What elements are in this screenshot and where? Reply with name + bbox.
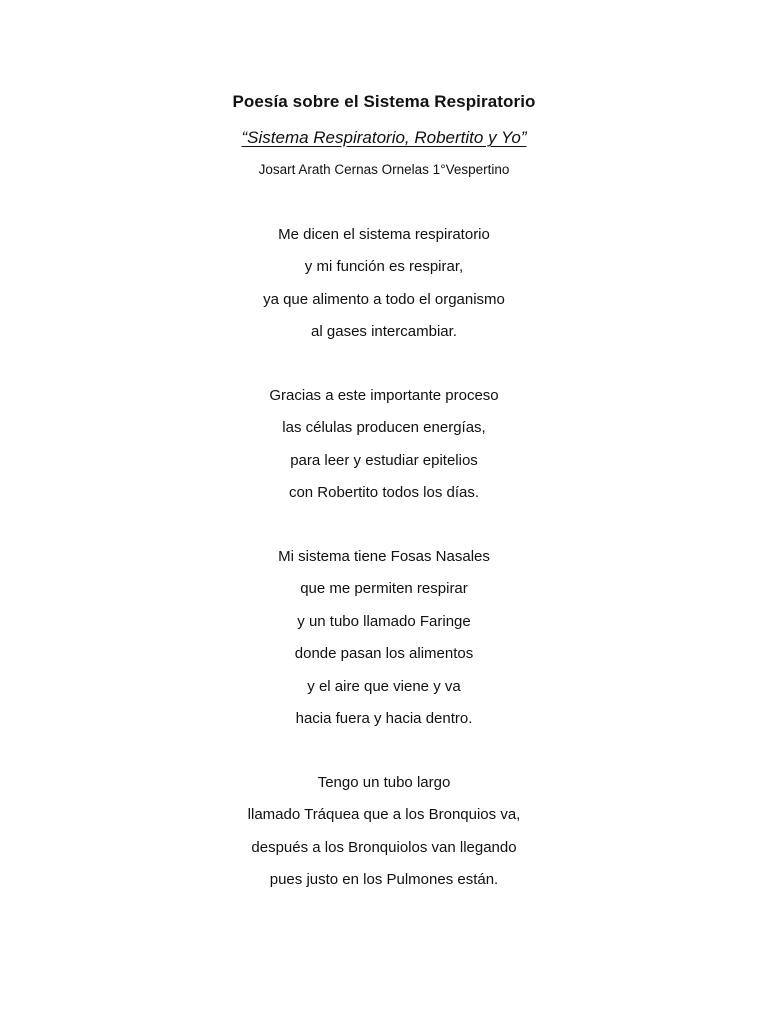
poem-line: Tengo un tubo largo — [317, 774, 451, 791]
poem-line: Gracias a este importante proceso — [269, 387, 499, 404]
poem-subtitle-text: “Sistema Respiratorio, Robertito y Yo” — [241, 128, 527, 147]
stanza-4 — [0, 773, 768, 903]
poem-line: donde pasan los alimentos — [294, 645, 474, 663]
poem-line: llamado Tráquea que a los Bronquios va, — [247, 806, 521, 824]
poem-line: para leer y estudiar epitelios — [290, 451, 478, 469]
stanza-3 — [0, 547, 768, 741]
poem-line: pues justo en los Pulmones están. — [269, 871, 499, 889]
author-line: Josart Arath Cernas Ornelas 1°Vespertino — [258, 162, 510, 177]
poem-line: que me permiten respirar — [300, 580, 468, 598]
poem-title: Poesía sobre el Sistema Respiratorio — [232, 92, 536, 111]
poem-line: las células producen energías, — [282, 419, 486, 437]
poem-line: y un tubo llamado Faringe — [297, 612, 471, 630]
poem-line: con Robertito todos los días. — [288, 484, 480, 502]
stanza-2 — [0, 386, 768, 516]
poem-line: Mi sistema tiene Fosas Nasales — [278, 548, 490, 565]
poem-line: al gases intercambiar. — [311, 323, 457, 341]
poem-line: y el aire que viene y va — [307, 677, 461, 695]
poem-line: y mi función es respirar, — [304, 258, 464, 276]
poem-line: ya que alimento a todo el organismo — [263, 290, 505, 308]
poem-line: Me dicen el sistema respiratorio — [278, 226, 490, 243]
poem-line: después a los Bronquiolos van llegando — [251, 838, 517, 856]
poem-subtitle — [0, 128, 768, 148]
stanza-1 — [0, 225, 768, 355]
poem-line: hacia fuera y hacia dentro. — [295, 709, 473, 727]
